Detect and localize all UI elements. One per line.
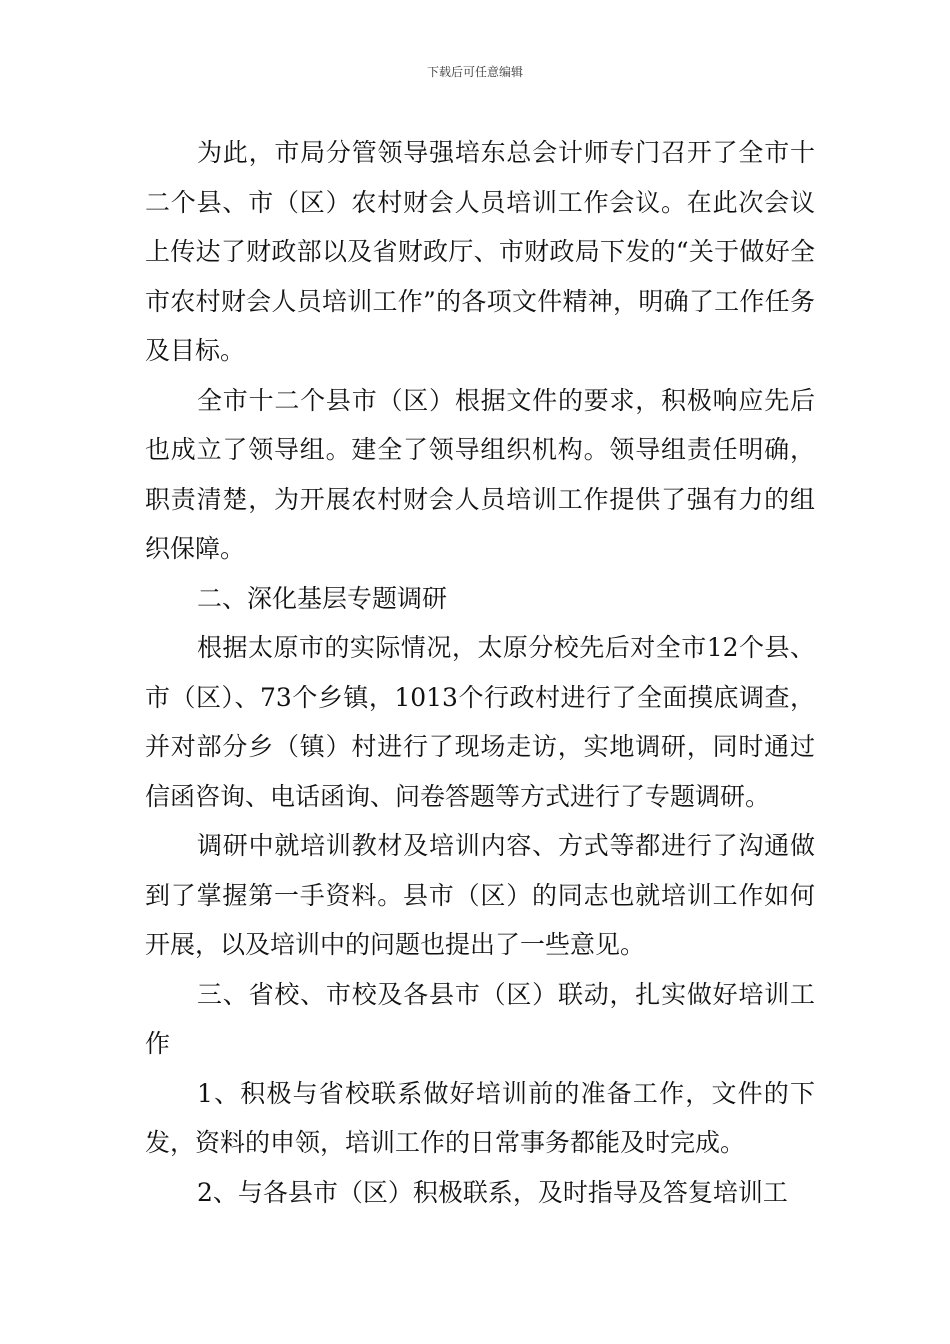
page-header: 下载后可任意编辑 — [426, 65, 523, 79]
paragraph-item-1: 1、积极与省校联系做好培训前的准备工作，文件的下发，资料的申领，培训工作的日常事务都能及时完成。 — [145, 1078, 815, 1157]
document-body — [145, 128, 815, 1217]
paragraph-survey: 根据太原市的实际情况，太原分校先后对全市12个县、市（区）、73个乡镇，1013个行政村进行了全面摸底调查，并对部分乡（镇）村进行了现场走访，实地调研，同时通过信函咨询、电话函询、问卷答题等方式进行了专题调研。 — [145, 633, 815, 811]
paragraph-leadership: 全市十二个县市（区）根据文件的要求，积极响应先后也成立了领导组。建全了领导组织机构。领导组责任明确，职责清楚，为开展农村财会人员培训工作提供了强有力的组织保障。 — [145, 385, 815, 563]
paragraph-meeting: 为此，市局分管领导强培东总会计师专门召开了全市十二个县、市（区）农村财会人员培训工作会议。在此次会议上传达了财政部以及省财政厅、市财政局下发的“关于做好全市农村财会人员培训工作”的各项文件精神，明确了工作任务及目标。 — [145, 138, 815, 365]
section-heading-coordination: 三、省校、市校及各县市（区）联动，扎实做好培训工作 — [145, 979, 815, 1058]
section-heading-research: 二、深化基层专题调研 — [197, 583, 448, 613]
paragraph-research-results: 调研中就培训教材及培训内容、方式等都进行了沟通做到了掌握第一手资料。县市（区）的同志也就培训工作如何开展，以及培训中的问题也提出了一些意见。 — [145, 831, 815, 959]
paragraph-item-2: 2、与各县市（区）积极联系，及时指导及答复培训工 — [197, 1177, 788, 1207]
